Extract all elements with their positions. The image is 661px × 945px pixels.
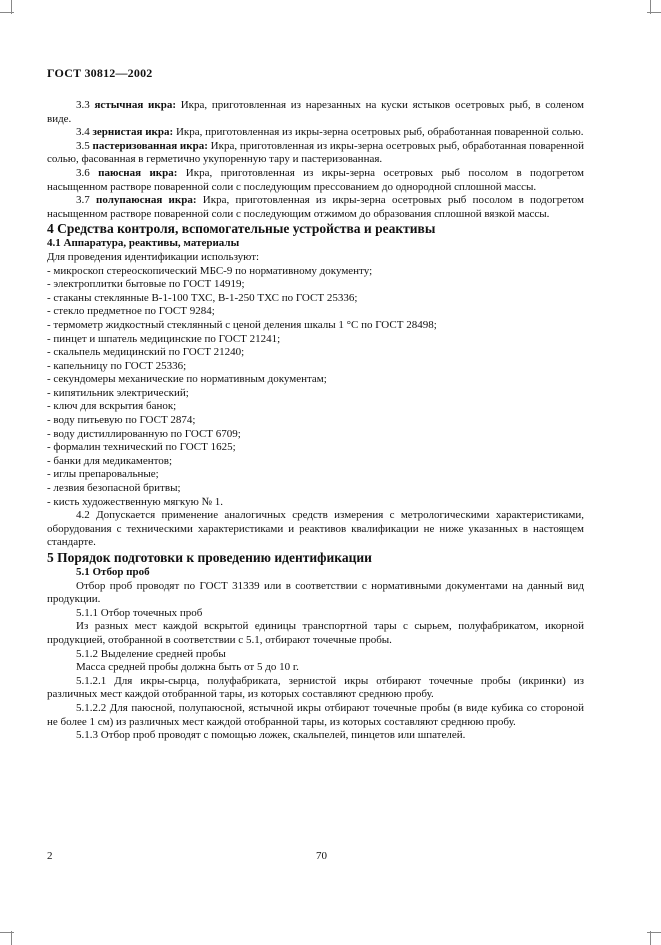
- list-item: - термометр жидкостный стеклянный с ценой деления шкалы 1 °С по ГОСТ 28498;: [47, 318, 437, 331]
- crop-mark-bottom-left-v: [11, 931, 12, 945]
- crop-mark-bottom-right-v: [650, 931, 651, 945]
- list-item: - пинцет и шпатель медицинские по ГОСТ 21241;: [47, 332, 281, 345]
- list-item: - микроскоп стереоскопический МБС-9 по нормативному документу;: [47, 264, 373, 277]
- clause-3-7: 3.7 полупаюсная икра: Икра, приготовленная из икры-зерна осетровых рыб посолом в подогретом насыщенном растворе поваренной соли с последующим отжимом до образования сплошной вязкой массы.: [47, 194, 584, 220]
- clause-5-1-2-1: 5.1.2.1 Для икры-сырца, полуфабриката, зернистой икры отбирают точечные пробы (икринки) из различных мест каждой отобранной тары, из которых составляют среднюю пробу.: [47, 674, 584, 701]
- clause-3-4: 3.4 зернистая икра: Икра, приготовленная из икры-зерна осетровых рыб, обработанная поваренной солью.: [76, 126, 584, 139]
- page-number-left: 2: [47, 850, 53, 862]
- page-header: ГОСТ 30812—2002: [47, 66, 153, 80]
- clause-4-2: 4.2 Допускается применение аналогичных средств измерения с метрологическими характеристиками, оборудования с техническими характеристиками и реактивов квалификации не ниже указанных в настоящем стандарте.: [47, 509, 584, 549]
- clause-5-1-1: Из разных мест каждой вскрытой единицы транспортной тары с сырьем, полуфабрикатом, икорной продукцией, отобранной в соответствии с 5.1, отбирают точечные пробы.: [47, 620, 584, 646]
- clause-5-1-2: Масса средней пробы должна быть от 5 до 10 г.: [76, 661, 299, 674]
- equipment-list: [47, 265, 584, 510]
- document-body: [47, 99, 584, 743]
- list-item: - ключ для вскрытия банок;: [47, 400, 177, 413]
- list-item: - скальпель медицинский по ГОСТ 21240;: [47, 346, 245, 359]
- clause-5-1-2-2: 5.1.2.2 Для паюсной, полупаюсной, ястычной икры отбирают точечные пробы (в виде кубика со стороной не более 1 см) из различных мест каждой отобранной тары, из которых составляют среднюю пробу.: [47, 701, 584, 728]
- list-item: - воду питьевую по ГОСТ 2874;: [47, 414, 196, 427]
- section-4-title: 4 Средства контроля, вспомогательные устройства и реактивы: [47, 221, 436, 237]
- section-5-title: 5 Порядок подготовки к проведению идентификации: [47, 550, 372, 565]
- list-item: - лезвия безопасной бритвы;: [47, 482, 181, 495]
- list-item: - капельницу по ГОСТ 25336;: [47, 359, 187, 372]
- list-item: - стекло предметное по ГОСТ 9284;: [47, 305, 215, 318]
- clause-3-6: 3.6 паюсная икра: Икра, приготовленная из икры-зерна осетровых рыб посолом в подогретом насыщенном растворе поваренной соли с последующим прессованием до однородной сплошной массы.: [47, 166, 584, 193]
- list-item: - воду дистиллированную по ГОСТ 6709;: [47, 427, 241, 440]
- crop-mark-top-left-v: [11, 0, 12, 14]
- section-4-intro: Для проведения идентификации используют:: [47, 250, 260, 263]
- list-item: - кисть художественную мягкую № 1.: [47, 495, 224, 508]
- clause-5-1: Отбор проб проводят по ГОСТ 31339 или в соответствии с нормативными документами на данный вид продукции.: [47, 579, 584, 606]
- page-number-center: 70: [316, 850, 327, 862]
- list-item: - банки для медикаментов;: [47, 454, 173, 467]
- list-item: - формалин технический по ГОСТ 1625;: [47, 441, 236, 454]
- clause-5-1-1-title: 5.1.1 Отбор точечных проб: [76, 606, 203, 619]
- clause-5-1-3: 5.1.3 Отбор проб проводят с помощью ложек, скальпелей, пинцетов или шпателей.: [76, 729, 466, 742]
- clause-3-3: 3.3 ястычная икра: Икра, приготовленная из нарезанных на куски ястыков осетровых рыб, в соленом виде.: [47, 99, 585, 125]
- list-item: - стаканы стеклянные В-1-100 ТХС, В-1-250 ТХС по ГОСТ 25336;: [47, 291, 358, 304]
- list-item: - электроплитки бытовые по ГОСТ 14919;: [47, 278, 245, 291]
- clause-5-1-2-title: 5.1.2 Выделение средней пробы: [76, 647, 226, 660]
- clause-3-5: 3.5 пастеризованная икра: Икра, приготовленная из икры-зерна осетровых рыб, обработанная поваренной солью, фасованная в герметично укупоренную тару и пастеризованная.: [47, 139, 584, 166]
- list-item: - кипятильник электрический;: [47, 386, 189, 399]
- list-item: - секундомеры механические по нормативным документам;: [47, 373, 327, 386]
- crop-mark-top-right-v: [650, 0, 651, 14]
- subsection-5-1-title: 5.1 Отбор проб: [76, 566, 150, 578]
- subsection-4-1-title: 4.1 Аппаратура, реактивы, материалы: [47, 237, 240, 250]
- list-item: - иглы препаровальные;: [47, 468, 159, 481]
